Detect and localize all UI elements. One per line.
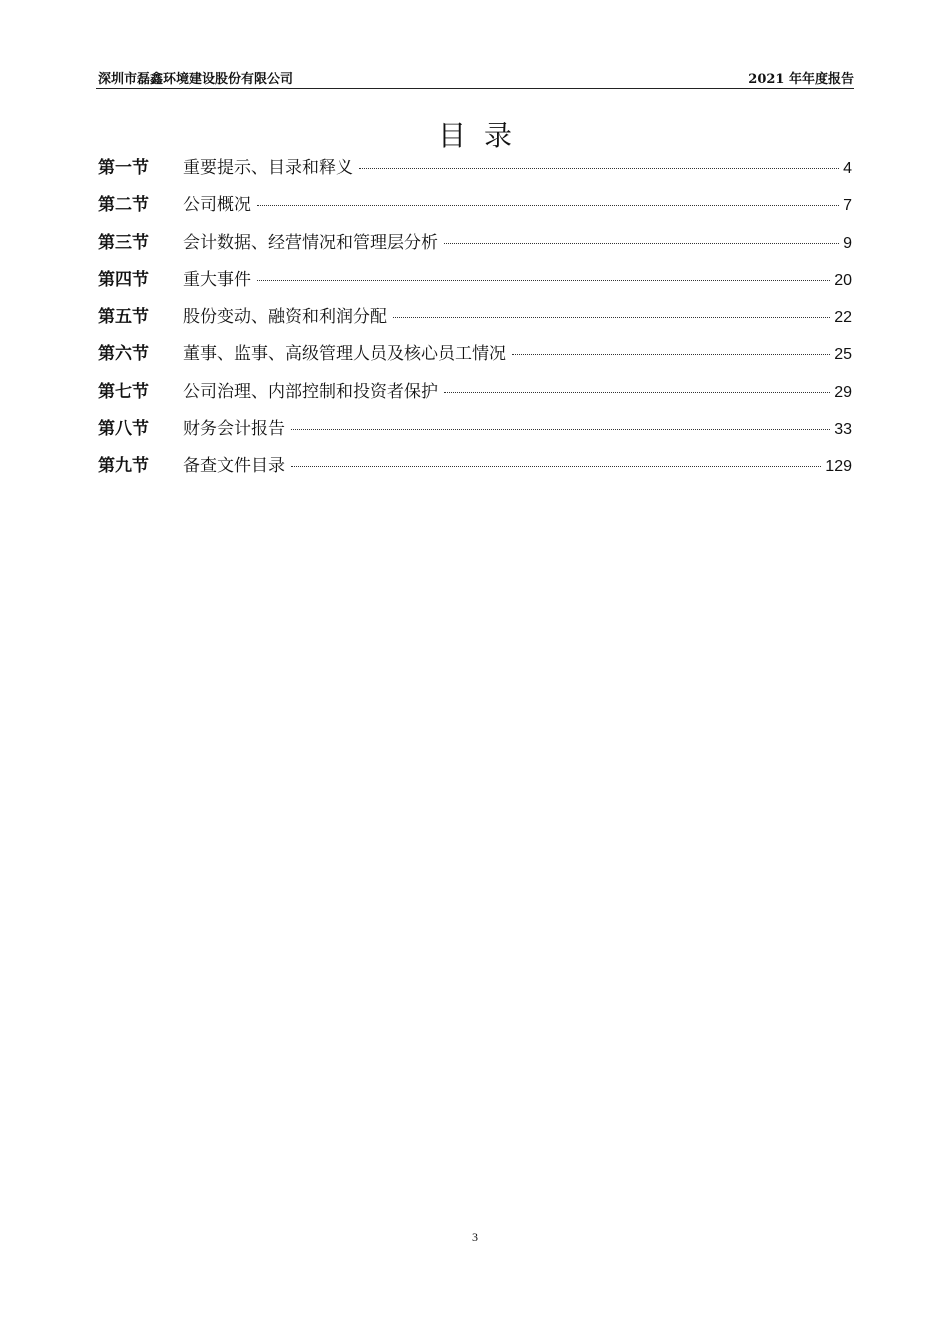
toc-leader-dots	[393, 317, 830, 318]
toc-section-title: 董事、监事、高级管理人员及核心员工情况	[183, 344, 506, 365]
toc-page-number: 25	[834, 346, 852, 364]
toc-page-number: 22	[834, 309, 852, 327]
toc-page-number: 20	[834, 271, 852, 289]
toc-section-title: 财务会计报告	[183, 419, 285, 440]
toc-page-number: 33	[834, 421, 852, 439]
toc-entry[interactable]	[98, 265, 852, 302]
toc-entry[interactable]	[98, 228, 852, 265]
toc-section-number: 第二节	[98, 195, 149, 216]
toc-section-number: 第五节	[98, 307, 149, 328]
toc-section-number: 第四节	[98, 269, 149, 290]
toc-leader-dots	[512, 354, 830, 355]
toc-section-title: 重要提示、目录和释义	[183, 158, 353, 178]
toc-leader-dots	[444, 243, 839, 244]
toc-section-number: 第六节	[98, 344, 149, 365]
header-report-title: 2021 年年度报告	[748, 72, 854, 87]
toc-leader-dots	[257, 205, 839, 206]
toc-page-number: 7	[843, 197, 852, 215]
toc-section-title: 备查文件目录	[183, 456, 285, 477]
table-of-contents	[98, 153, 852, 489]
toc-page-number: 9	[843, 234, 852, 252]
toc-entry[interactable]	[98, 414, 852, 451]
toc-section-number: 第三节	[98, 232, 149, 253]
page-header	[96, 66, 854, 89]
toc-section-number: 第七节	[98, 381, 149, 402]
toc-entry[interactable]	[98, 451, 852, 488]
toc-page-number: 4	[843, 160, 852, 177]
toc-leader-dots	[291, 466, 821, 467]
toc-section-title: 会计数据、经营情况和管理层分析	[183, 232, 438, 253]
page-title: 目录	[437, 119, 530, 152]
toc-page-number: 29	[834, 383, 852, 401]
toc-section-title: 公司概况	[183, 195, 251, 216]
toc-section-title: 股份变动、融资和利润分配	[183, 307, 387, 328]
header-company-name: 深圳市磊鑫环境建设股份有限公司	[98, 72, 294, 87]
toc-section-number: 第一节	[98, 158, 149, 178]
toc-entry[interactable]	[98, 339, 852, 376]
footer-page-number: 3	[472, 1230, 478, 1244]
toc-leader-dots	[444, 392, 830, 393]
toc-leader-dots	[257, 280, 830, 281]
toc-page-number: 129	[825, 458, 852, 476]
toc-section-title: 重大事件	[183, 269, 251, 290]
toc-section-title: 公司治理、内部控制和投资者保护	[183, 381, 438, 402]
toc-entry[interactable]	[98, 190, 852, 227]
toc-entry[interactable]	[98, 302, 852, 339]
toc-section-number: 第九节	[98, 456, 149, 477]
toc-leader-dots	[291, 429, 830, 430]
toc-section-number: 第八节	[98, 419, 149, 440]
toc-entry[interactable]	[98, 377, 852, 414]
toc-entry[interactable]	[98, 153, 852, 190]
toc-leader-dots	[359, 168, 839, 169]
